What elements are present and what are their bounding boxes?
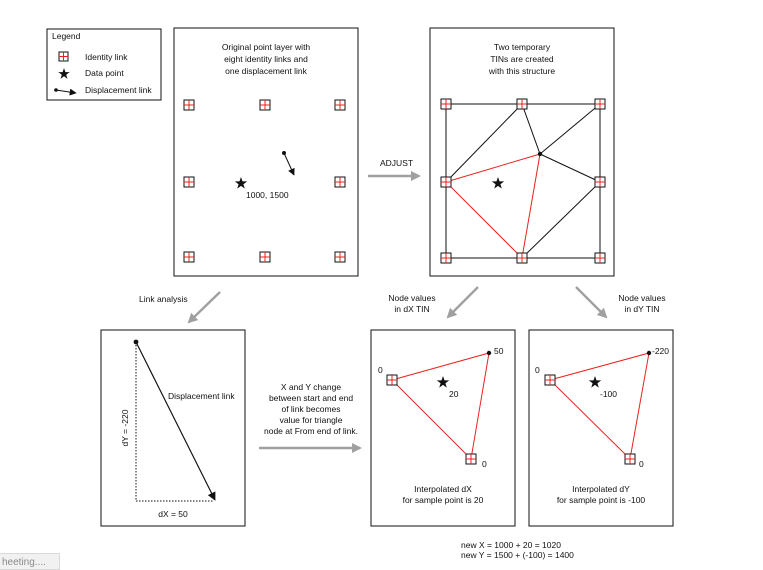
dy-node-top-value: -220 [652,346,670,356]
dy-left-identity-node [545,375,555,385]
dy-top-node [647,351,651,355]
status-chip: heeting.... [0,553,60,570]
dx-caption-line-2: for sample point is 20 [402,495,484,505]
legend-displacement-link-label: Displacement link [85,85,152,95]
tin-identity-node [441,253,451,263]
panel-tins-title-line-2: TINs are created [490,54,554,64]
dy-bottom-identity-node [625,454,635,464]
tin-identity-node [517,99,527,109]
identity-link-marker [260,252,270,262]
node-dy-label-line-2: in dY TIN [624,304,660,314]
node-dx-label-line-2: in dX TIN [394,304,430,314]
xy-change-line-4: value for triangle [279,415,343,425]
dx-sample-value: 20 [449,389,459,399]
legend-title: Legend [52,31,81,41]
panel-tins-title-line-3: with this structure [488,66,556,76]
node-dx-label-line-1: Node values [388,293,436,303]
dx-node-top-value: 50 [494,346,504,356]
dx-node-bottom-value: 0 [482,459,487,469]
tin-identity-node [595,177,605,187]
dx-top-node [487,351,491,355]
xy-change-line-1: X and Y change [280,382,342,392]
dy-node-bottom-value: 0 [639,459,644,469]
dx-bottom-identity-node [466,454,476,464]
legend-box [47,29,161,100]
node-dx-arrow [448,287,478,317]
tin-identity-node [595,253,605,263]
panel-temporary-tins [430,28,614,276]
panel-original-layer [174,28,358,276]
tin-identity-node [595,99,605,109]
legend-identity-link-label: Identity link [85,52,128,62]
dy-node-left-value: 0 [535,365,540,375]
identity-link-marker [184,177,194,187]
panel-original-title-line-3: one displacement link [225,66,307,76]
tin-identity-node [441,99,451,109]
legend-data-point-label: Data point [85,68,124,78]
dy-value-label: dY = -220 [120,409,130,447]
panel-dy-tin [529,330,673,526]
identity-link-marker [184,252,194,262]
panel-original-title-line-1: Original point layer with [221,42,311,52]
dx-left-identity-node [387,375,397,385]
link-analysis-label: Link analysis [139,294,188,304]
link-analysis-arrow [189,292,220,322]
identity-link-marker [260,100,270,110]
identity-link-marker [184,100,194,110]
new-y-equation: new Y = 1500 + (-100) = 1400 [461,550,574,560]
dy-caption-line-1: Interpolated dY [572,484,630,494]
dx-node-left-value: 0 [378,365,383,375]
tin-displaced-node [538,152,542,156]
panel-original-title-line-2: eight identity links and [224,54,308,64]
panel-link-analysis [101,330,245,526]
dx-caption-line-1: Interpolated dX [414,484,472,494]
dy-sample-value: -100 [600,389,618,399]
adjust-label: ADJUST [380,158,414,168]
identity-link-marker [335,252,345,262]
tin-identity-node [517,253,527,263]
xy-change-line-5: node at From end of link. [263,426,359,436]
dx-value-label: dX = 50 [158,509,188,519]
panel-dx-tin [371,330,515,526]
xy-change-line-3: of link becomes [281,404,341,414]
identity-link-marker [335,177,345,187]
data-point-coordinate-label: 1000, 1500 [246,190,289,200]
displacement-link-label: Displacement link [168,391,235,401]
node-dy-arrow [576,287,606,317]
identity-link-marker [335,100,345,110]
xy-change-line-2: between start and end [268,393,354,403]
new-x-equation: new X = 1000 + 20 = 1020 [461,540,561,550]
tin-identity-node [441,177,451,187]
node-dy-label-line-1: Node values [618,293,666,303]
dy-caption-line-2: for sample point is -100 [556,495,646,505]
panel-tins-title-line-1: Two temporary [493,42,551,52]
